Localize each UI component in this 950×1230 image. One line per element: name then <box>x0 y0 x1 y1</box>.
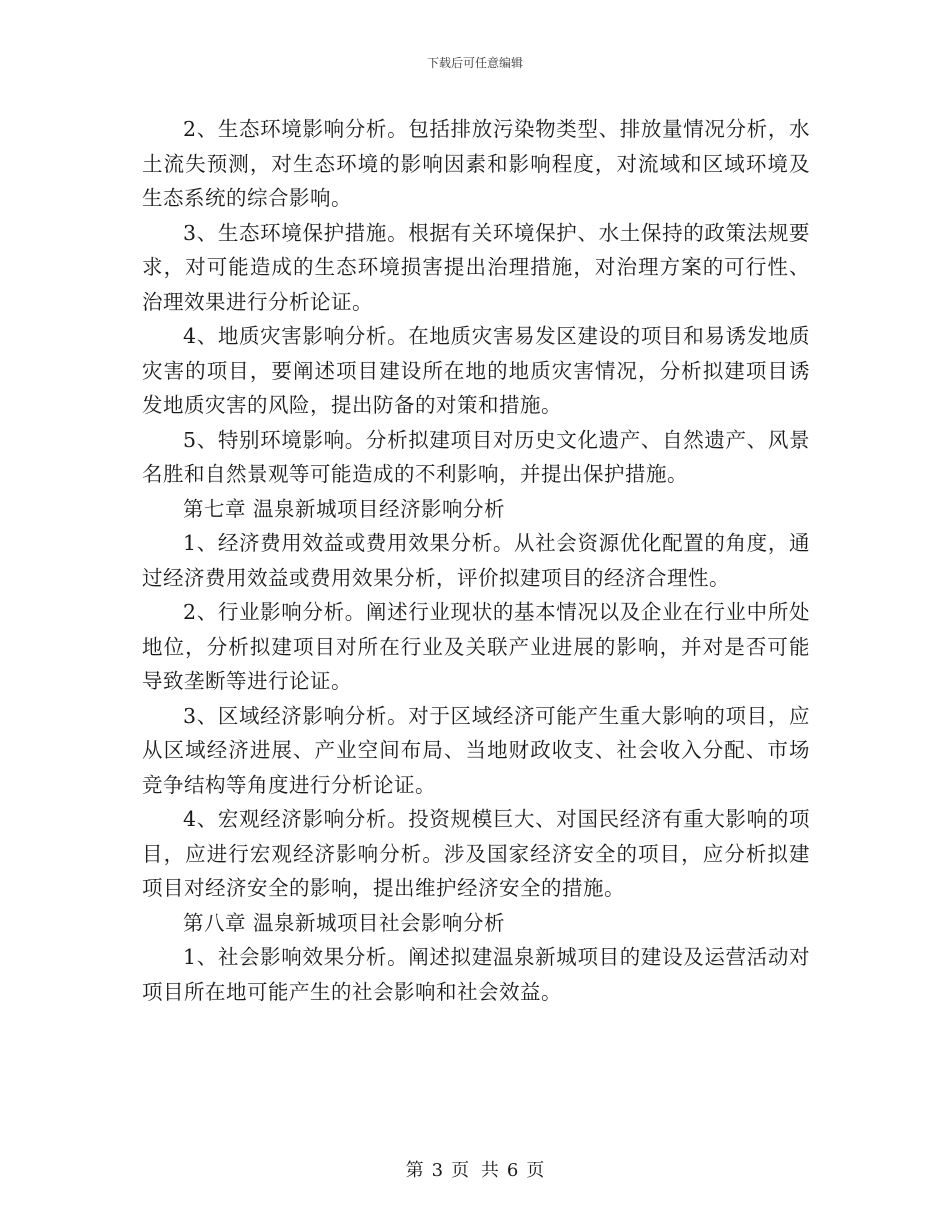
paragraph-industry-impact: 2、行业影响分析。阐述行业现状的基本情况以及企业在行业中所处地位，分析拟建项目对所在行业及关联产业进展的影响，并对是否可能导致垄断等进行论证。 <box>142 600 810 693</box>
paragraph-ecology-impact: 2、生态环境影响分析。包括排放污染物类型、排放量情况分析，水土流失预测，对生态环境的影响因素和影响程度，对流域和区域环境及生态系统的综合影响。 <box>142 117 810 210</box>
page-header: 下载后可任意编辑 <box>426 56 523 70</box>
footer-middle: 页 共 <box>451 1160 499 1181</box>
paragraph-regional-economy: 3、区域经济影响分析。对于区域经济可能产生重大影响的项目，应从区域经济进展、产业空间布局、当地财政收支、社会收入分配、市场竞争结构等角度进行分析论证。 <box>142 703 810 797</box>
paragraph-geology-hazard: 4、地质灾害影响分析。在地质灾害易发区建设的项目和易诱发地质灾害的项目，要阐述项目建设所在地的地质灾害情况，分析拟建项目诱发地质灾害的风险，提出防备的对策和措施。 <box>142 324 810 417</box>
footer-page-number: 3 <box>431 1160 444 1181</box>
paragraph-economic-cost-benefit: 1、经济费用效益或费用效果分析。从社会资源优化配置的角度，通过经济费用效益或费用效果分析，评价拟建项目的经济合理性。 <box>142 531 810 590</box>
footer-prefix: 第 <box>405 1160 424 1181</box>
paragraph-macro-economy: 4、宏观经济影响分析。投资规模巨大、对国民经济有重大影响的项目，应进行宏观经济影响分析。涉及国家经济安全的项目，应分析拟建项目对经济安全的影响，提出维护经济安全的措施。 <box>142 807 810 900</box>
footer-total-pages: 6 <box>506 1160 519 1181</box>
paragraph-ecology-protection: 3、生态环境保护措施。根据有关环境保护、水土保持的政策法规要求，对可能造成的生态环境损害提出治理措施，对治理方案的可行性、治理效果进行分析论证。 <box>142 220 810 314</box>
paragraph-special-environment: 5、特别环境影响。分析拟建项目对历史文化遗产、自然遗产、风景名胜和自然景观等可能造成的不利影响，并提出保护措施。 <box>142 427 810 486</box>
chapter-7-heading: 第七章 温泉新城项目经济影响分析 <box>183 496 506 521</box>
paragraph-social-impact: 1、社会影响效果分析。阐述拟建温泉新城项目的建设及运营活动对项目所在地可能产生的社会影响和社会效益。 <box>142 945 810 1004</box>
chapter-8-heading: 第八章 温泉新城项目社会影响分析 <box>183 910 506 935</box>
footer-suffix: 页 <box>526 1160 545 1181</box>
document-body <box>142 112 810 1009</box>
page-footer <box>0 1156 950 1182</box>
